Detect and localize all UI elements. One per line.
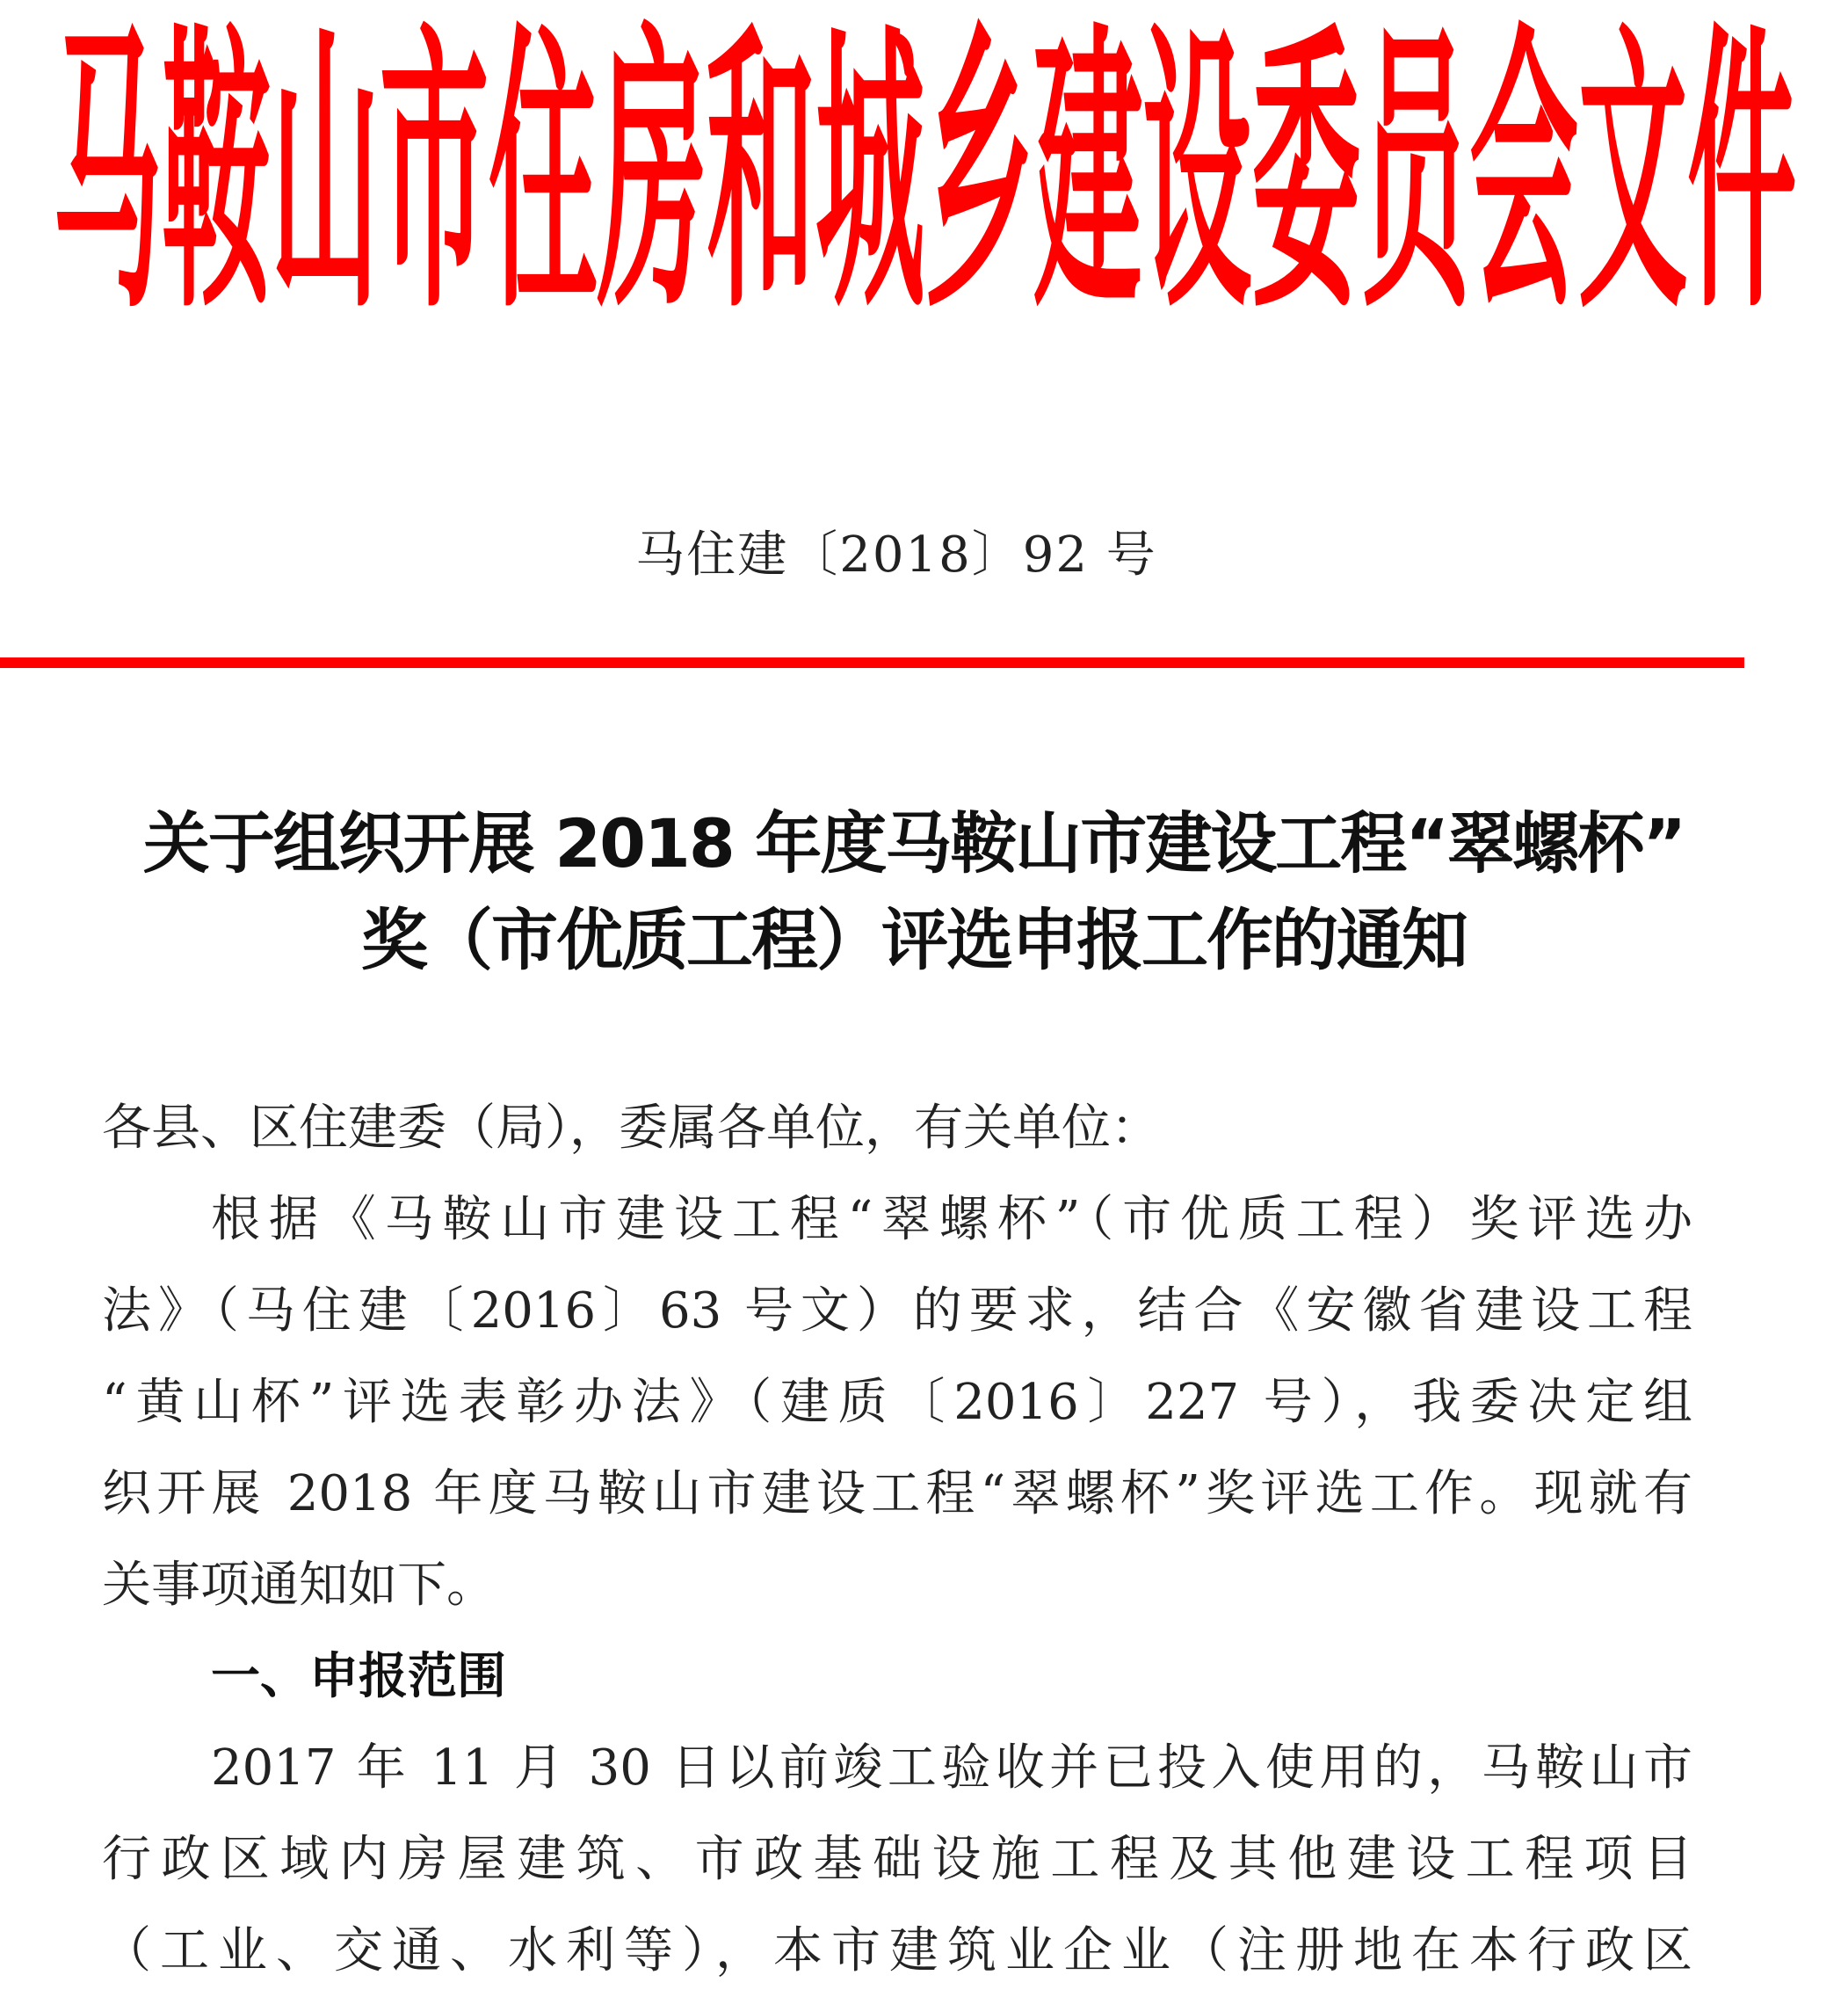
masthead-char: 和 <box>707 2 816 350</box>
document-title <box>0 795 1828 989</box>
masthead-char: 设 <box>1142 2 1252 350</box>
red-separator-rule <box>0 657 1744 668</box>
section-heading: 一、申报范围 <box>211 1648 506 1705</box>
masthead-char: 文 <box>1578 2 1688 350</box>
paragraph-line: 法》（马住建〔2016〕63 号文）的要求，结合《安徽省建设工程 <box>102 1282 1692 1340</box>
document-number: 马住建〔2018〕92 号 <box>635 526 1157 584</box>
paragraph-line: 2017 年 11 月 30 日以前竣工验收并已投入使用的，马鞍山市 <box>211 1739 1692 1797</box>
title-line-2: 奖（市优质工程）评选申报工作的通知 <box>361 901 1467 979</box>
paragraph-line: 根据《马鞍山市建设工程“翠螺杯”（市优质工程）奖评选办 <box>211 1191 1692 1248</box>
masthead-char: 乡 <box>924 2 1034 350</box>
masthead-char: 住 <box>489 2 598 350</box>
masthead <box>53 0 1797 352</box>
document-body <box>102 1083 1692 1997</box>
paragraph-line: 行政区域内房屋建筑、市政基础设施工程及其他建设工程项目 <box>102 1831 1692 1888</box>
salutation: 各县、区住建委（局），委属各单位，有关单位： <box>102 1100 1160 1157</box>
masthead-char: 城 <box>815 2 925 350</box>
masthead-char: 房 <box>598 2 707 350</box>
paragraph-line: （工业、交通、水利等），本市建筑业企业（注册地在本行政区 <box>102 1922 1692 1979</box>
paragraph-line: 织开展 2018 年度马鞍山市建设工程“翠螺杯”奖评选工作。现就有 <box>102 1465 1692 1522</box>
masthead-char: 件 <box>1687 2 1797 350</box>
masthead-char: 会 <box>1469 2 1579 350</box>
masthead-char: 建 <box>1033 2 1143 350</box>
masthead-char: 鞍 <box>162 2 272 350</box>
masthead-char: 市 <box>380 2 489 350</box>
title-line-1: 关于组织开展 2018 年度马鞍山市建设工程“翠螺杯” <box>142 804 1685 882</box>
masthead-char: 员 <box>1360 2 1470 350</box>
paragraph-line: 关事项通知如下。 <box>102 1557 496 1614</box>
masthead-char: 委 <box>1251 2 1361 350</box>
masthead-char: 山 <box>271 2 380 350</box>
paragraph-line: “黄山杯”评选表彰办法》（建质〔2016〕227 号），我委决定组 <box>102 1374 1692 1431</box>
masthead-char: 马 <box>53 2 163 350</box>
